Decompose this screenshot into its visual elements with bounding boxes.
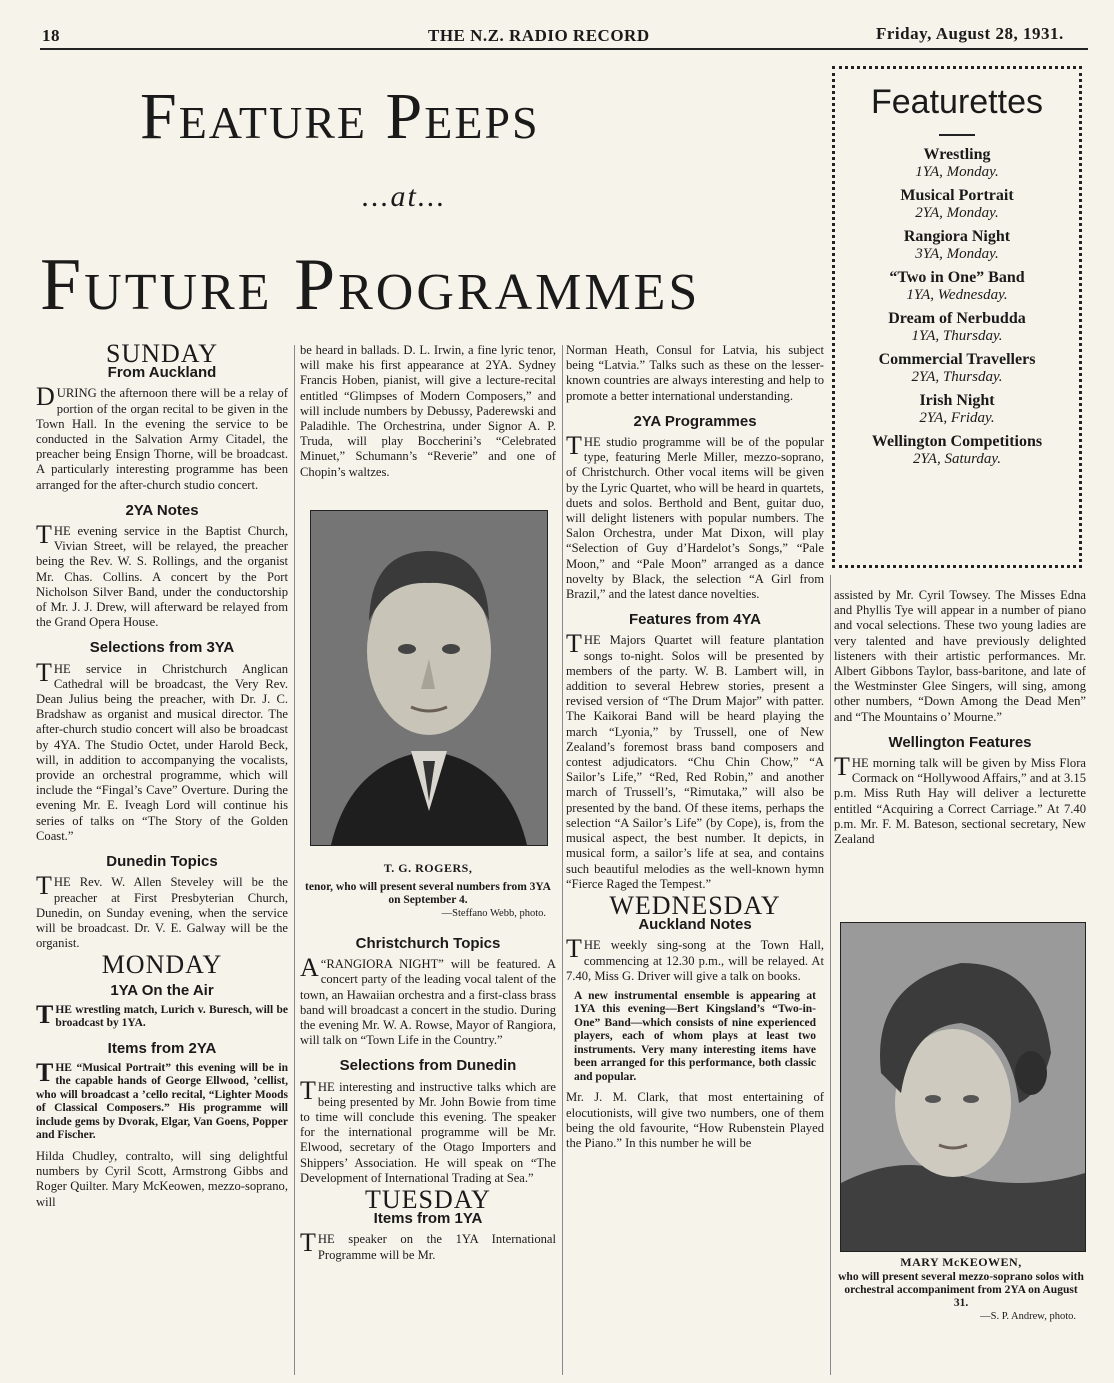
article-text: THE weekly sing-song at the Town Hall, commencing at 12.30 p.m., will be relayed. At 7.40, Miss G. Driver will give a talk on books. [566,934,824,983]
photo-caption-mckeowen [836,1256,1086,1323]
headline-line2: ...at... [362,180,447,213]
column-rule [294,345,295,1375]
column-rule [830,575,831,1375]
photo-caption-rogers [300,862,556,920]
caption-name: MARY McKEOWEN, [900,1255,1022,1269]
article-text: THE interesting and instructive talks which are being presented by Mr. John Bowie from time to time will conclude this evening. The speaker for the international programme will be Mr. Elwood, secretary of the Otago Importers and Shippers’ Association. He will speak on “The Development of International Trading at Sea.” [300,1075,556,1185]
section-heading: 2YA Notes [125,501,199,519]
headline-line3: Future Programmes [40,244,701,326]
featurette-item: Wellington Competitions 2YA, Saturday. [871,433,1043,467]
section-heading: Features from 4YA [629,611,761,629]
column-4 [834,588,1086,853]
section-heading: Dunedin Topics [106,853,218,871]
section-heading: Christchurch Topics [355,935,501,952]
day-heading-monday: MONDAY [101,950,223,980]
article-text: THE wrestling match, Lurich v. Buresch, will be broadcast by 1YA. [36,999,288,1030]
article-text: Hilda Chudley, contralto, will sing delightful numbers by Cyril Scott, Armstrong Gibbs and Roger Quilter. Mary McKeowen, mezzo-soprano, will [36,1148,288,1209]
photo-credit: —S. P. Andrew, photo. [980,1311,1076,1322]
featurette-item: Wrestling 1YA, Monday. [915,146,999,180]
headline-line1: Feature Peeps [140,80,540,153]
day-heading-sunday: SUNDAY [106,339,218,368]
article-text: THE “Musical Portrait” this evening will be in the capable hands of George Ellwood, ’cellist, who will broadcast a ’cello recital, “Lighter Moods of Classical Composers.” His programme will include gems by Dvorak, Elgar, Van Goens, Popper and Fischer. [36,1057,288,1142]
day-heading-tuesday: TUESDAY [365,1185,491,1215]
section-heading: Auckland Notes [638,916,752,934]
article-text: THE morning talk will be given by Miss Flora Cormack on “Hollywood Affairs,” and at 3.15 p.m. Miss Ruth Hay will deliver a lecturette entitled “Acquiring a Correct Carriage.” At 7.40 p.m. Mr. F. M. Bateson, sectional secretary, New Zealand [834,752,1086,847]
caption-text: tenor, who will present several numbers from 3YA on September 4. [305,881,551,906]
featurette-item: Irish Night 2YA, Friday. [919,392,995,426]
section-heading: 2YA Programmes [633,412,757,430]
article-text: THE studio programme will be of the popular type, featuring Merle Miller, mezzo-soprano, of Christchurch. Other vocal items will be given by the Lyric Quartet, who will be heard in quartets, duets and solos. Berthold and Bent, guitar duo, will delight listeners with popular numbers. The Salon Orchestra, under Mat Dixon, will play “Selection of Guy d’Hardelot’s Songs,” “Pale Moon,” and “Pale Moon” arranged as a dance novelty by Black, the selection “A Girl from Brazil,” and the latest dance novelties. [566,431,824,602]
featurettes-rule [939,134,975,136]
featurettes-box [832,66,1082,568]
column-rule [562,345,563,1375]
portrait-photo-rogers [310,510,548,846]
featurette-item: Rangiora Night 3YA, Monday. [903,228,1011,262]
featurettes-title: Featurettes [871,83,1043,121]
article-text: THE service in Christchurch Anglican Cathedral will be broadcast, the Very Rev. Dean Julius being the preacher, with Dr. J. C. Bradshaw as organist and musical director. The after-church studio concert will also be broadcast by 4YA. The Studio Octet, under Harold Beck, will, in addition to accompanying the vocalists, provide an orchestral programme, which will include the “Fingal’s Cave” Overture. During the evening Mr. E. Iveagh Lord will continue his series of talks on “The Story of the Golden Coast.” [36,657,288,843]
article-text: THE speaker on the 1YA International Programme will be Mr. [300,1228,556,1262]
header-rule [40,48,1088,50]
column-3 [566,343,824,1157]
section-heading: Selections from 3YA [89,639,235,657]
section-heading: Selections from Dunedin [339,1057,517,1075]
section-heading: Wellington Features [888,733,1032,751]
caption-name: T. G. ROGERS, [383,861,473,875]
article-text: THE Rev. W. Allen Steveley will be the preacher at First Presbyterian Church, Dunedin, on Sunday evening, when the service will be broadcast. Dr. V. E. Galway will be the organist. [36,871,288,951]
issue-date: Friday, August 28, 1931. [876,24,1064,43]
article-text: A new instrumental ensemble is appearing at 1YA this evening—Bert Kingsland’s “Two-in-One” Band—which consists of nine experienced players, each of whom plays at least two instruments. Very many interesting items have been arranged for this performance, both classic and popular. [574,989,816,1083]
section-heading: Items from 2YA [107,1039,217,1057]
publication-title: THE N.Z. RADIO RECORD [428,26,650,45]
column-1 [36,340,288,1216]
day-heading-wednesday: WEDNESDAY [609,890,781,920]
section-heading: From Auckland [107,364,217,382]
portrait-photo-mckeowen [840,922,1086,1252]
article-text: A“RANGIORA NIGHT” will be featured. A concert party of the leading vocal talent of the town, an Hawaiian orchestra and a first-class brass band will broadcast a concert in the studio. During the evening Mr. W. A. Rowse, Mayor of Rangiora, will talk on “Town Life in the Country.” [300,953,556,1048]
section-heading: Items from 1YA [373,1210,483,1228]
article-text: assisted by Mr. Cyril Towsey. The Misses Edna and Phyllis Tye will appear in a number of piano and vocal selections. These two young ladies are very talented and have previously delighted listeners with their artistic performances. Mr. Albert Gibbons Taylor, bass-baritone, and late of the Westminster Glee Singers, will sing, among other numbers, “Down Among the Dead Men” and “The Mountains o’ Mourne.” [834,588,1086,724]
column-2 [300,343,556,486]
article-text: Mr. J. M. Clark, that most entertaining of elocutionists, will give two numbers, one of them being the old favourite, “How Rubenstein Played the Piano.” In this number he will be [566,1090,824,1151]
featurette-item: Dream of Nerbudda 1YA, Thursday. [888,310,1026,344]
featurette-item: Musical Portrait 2YA, Monday. [900,187,1014,221]
caption-text: who will present several mezzo-soprano solos with orchestral accompaniment from 2YA on August 31. [838,1271,1084,1309]
column-2-lower [300,926,556,1269]
featurette-item: Commercial Travellers 2YA, Thursday. [878,351,1036,385]
article-text: THE Majors Quartet will feature plantation songs to-night. Solos will be presented by members of the party. W. B. Lambert will, in addition to several Hebrew stories, present a revised version of “The Drum Major” with patter. The Kaikorai Band will be heard playing the march “Lyonia,” by Trussell, one of New Zealand’s foremost brass band composers and contest adjudicators. “Chu Chin Chow,” “A Sailor’s Life,” “Red, Red Robin,” and another march of Trussell’s, “Rimutaka,” will also be presented by the band. Of these items, perhaps the selection “A Sailor’s Life” (by Cope), is, from the musical aspect, the best number. It depicts, in musical form, a sailor’s life at sea, and contains such beautiful melodies as the well-known hymn “Fierce Raged the Tempest.” [566,629,824,891]
section-heading: 1YA On the Air [110,981,214,999]
article-text: DURING the afternoon there will be a relay of portion of the organ recital to be given in the Town Hall. In the evening the service to be conducted in the Salvation Army Citadel, the preacher being Ensign Thorne, will be broadcast. A particularly interesting programme has been arranged for the after-church studio concert. [36,382,288,492]
article-text: Norman Heath, Consul for Latvia, his subject being “Latvia.” Talks such as these on the lesser-known countries are always interesting and help to promote a better international understanding. [566,343,824,403]
featurette-item: “Two in One” Band 1YA, Wednesday. [889,269,1025,303]
photo-credit: —Steffano Webb, photo. [441,908,546,919]
article-text: be heard in ballads. D. L. Irwin, a fine lyric tenor, will make his first appearance at 2YA. Sydney Francis Hoben, pianist, will give a lecture-recital entitled “Glimpses of Modern Composers,” and will include numbers by Debussy, Paderewski and Paladihle. The Orchestrina, under Signor A. P. Truda, will play Boccherini’s “Celebrated Minuet,” Schumann’s “Reverie” and one of Chopin’s waltzes. [300,343,556,479]
article-text: THE evening service in the Baptist Church, Vivian Street, will be relayed, the preacher being the Rev. W. S. Rollings, and the organist Mr. Chas. Collins. A concert by the Port Nicholson Silver Band, under the conductorship of Mr. J. J. Drew, will afterward be relayed from the Grand Opera House. [36,520,288,630]
page-number: 18 [42,26,60,45]
